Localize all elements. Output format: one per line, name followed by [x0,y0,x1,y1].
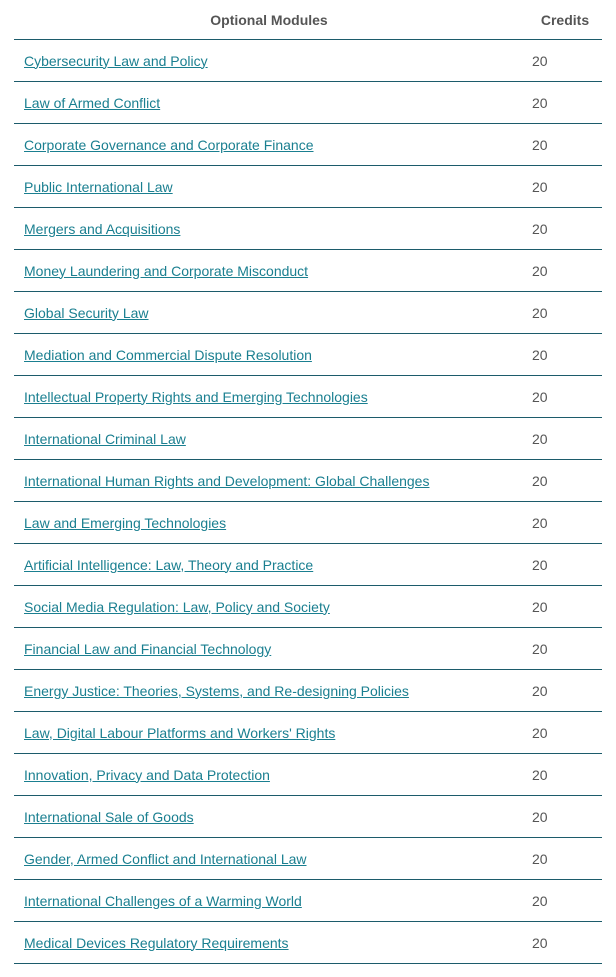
module-link[interactable]: Cybersecurity Law and Policy [24,52,208,69]
module-credits: 20 [532,892,548,909]
table-row [14,82,602,124]
module-credits: 20 [532,178,548,195]
module-link[interactable]: Medical Devices Regulatory Requirements [24,934,289,951]
module-credits: 20 [532,220,548,237]
table-row [14,124,602,166]
module-link[interactable]: International Sale of Goods [24,808,194,825]
table-row [14,292,602,334]
column-header-optional-modules: Optional Modules [210,12,328,28]
module-credits: 20 [532,934,548,951]
module-link[interactable]: Law and Emerging Technologies [24,514,227,531]
table-row [14,208,602,250]
module-credits: 20 [532,136,548,153]
module-link[interactable]: Money Laundering and Corporate Misconduct [24,262,309,279]
module-credits: 20 [532,808,548,825]
module-credits: 20 [532,472,548,489]
table-row [14,712,602,754]
module-credits: 20 [532,52,548,69]
module-credits: 20 [532,94,548,111]
module-link[interactable]: Public International Law [24,178,173,195]
module-link[interactable]: International Criminal Law [24,430,186,447]
column-header-credits: Credits [540,12,590,28]
module-link[interactable]: Energy Justice: Theories, Systems, and Re-designing Policies [24,682,409,699]
table-row [14,754,602,796]
module-link[interactable]: Law of Armed Conflict [24,94,161,111]
module-credits: 20 [532,640,548,657]
table-row [14,880,602,922]
table-row [14,586,602,628]
table-row [14,418,602,460]
module-link[interactable]: Global Security Law [24,304,149,321]
module-link[interactable]: Corporate Governance and Corporate Finance [24,136,314,153]
table-row [14,922,602,964]
module-link[interactable]: Mediation and Commercial Dispute Resolution [24,346,312,363]
table-row [14,40,602,82]
module-link[interactable]: Artificial Intelligence: Law, Theory and Practice [24,556,314,573]
module-credits: 20 [532,850,548,867]
table-body [14,40,602,964]
table-row [14,460,602,502]
module-credits: 20 [532,766,548,783]
table-row [14,796,602,838]
table-row [14,250,602,292]
module-link[interactable]: Innovation, Privacy and Data Protection [24,766,270,783]
module-link[interactable]: Financial Law and Financial Technology [24,640,272,657]
module-link[interactable]: Intellectual Property Rights and Emerging Technologies [24,388,368,405]
module-credits: 20 [532,724,548,741]
table-row [14,376,602,418]
module-link[interactable]: International Human Rights and Development: Global Challenges [24,472,430,489]
table-row [14,334,602,376]
module-credits: 20 [532,514,548,531]
module-credits: 20 [532,262,548,279]
module-credits: 20 [532,388,548,405]
table-row [14,166,602,208]
table-row [14,628,602,670]
module-link[interactable]: International Challenges of a Warming World [24,892,302,909]
table-row [14,502,602,544]
module-link[interactable]: Mergers and Acquisitions [24,220,181,237]
table-row [14,544,602,586]
module-link[interactable]: Social Media Regulation: Law, Policy and Society [24,598,330,615]
optional-modules-table [14,0,602,964]
table-header [14,0,602,40]
table-row [14,670,602,712]
module-link[interactable]: Gender, Armed Conflict and International Law [24,850,307,867]
module-credits: 20 [532,304,548,321]
module-credits: 20 [532,346,548,363]
module-credits: 20 [532,430,548,447]
table-row [14,838,602,880]
module-credits: 20 [532,682,548,699]
module-credits: 20 [532,598,548,615]
module-credits: 20 [532,556,548,573]
module-link[interactable]: Law, Digital Labour Platforms and Workers' Rights [24,724,336,741]
